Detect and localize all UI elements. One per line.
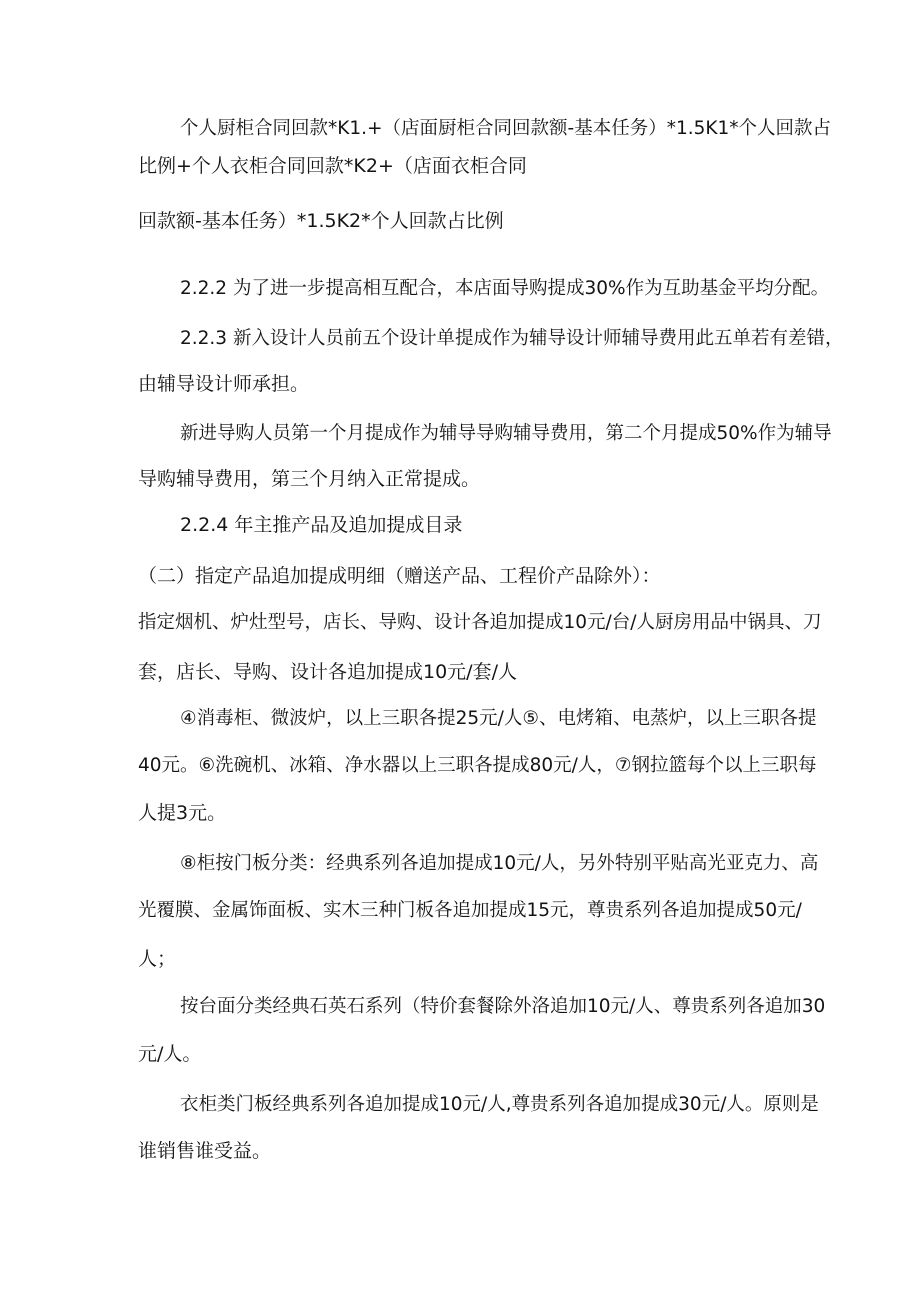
text-line: 谁销售谁受益。 — [138, 1140, 272, 1162]
text-line: 个人厨柜合同回款*K1.+（店面厨柜合同回款额-基本任务）*1.5K1*个人回款占 — [180, 118, 832, 139]
text-line: ④消毒柜、微波炉，以上三职各提25元/人⑤、电烤箱、电蒸炉，以上三职各提 — [180, 708, 817, 729]
text-line: 40元。⑥洗碗机、冰箱、净水器以上三职各提成80元/人，⑦钢拉篮每个以上三职每 — [138, 755, 817, 776]
text-line: 回款额-基本任务）*1.5K2*个人回款占比例 — [138, 210, 504, 232]
text-line: 新进导购人员第一个月提成作为辅导导购辅导费用，第二个月提成50%作为辅导 — [180, 423, 832, 444]
text-line: 指定烟机、炉灶型号，店长、导购、设计各追加提成10元/台/人厨房用品中锅具、刀 — [138, 612, 822, 633]
text-line: 元/人。 — [138, 1043, 202, 1065]
text-line: ⑧柜按门板分类：经典系列各追加提成10元/人，另外特别平贴高光亚克力、高 — [180, 853, 819, 874]
text-line: 2.2.2 为了进一步提高相互配合，本店面导购提成30%作为互助基金平均分配。 — [180, 278, 830, 299]
text-line: 衣柜类门板经典系列各追加提成10元/人,尊贵系列各追加提成30元/人。原则是 — [180, 1094, 819, 1115]
text-line: 按台面分类经典石英石系列（特价套餐除外洛追加10元/人、尊贵系列各追加30 — [180, 996, 826, 1017]
text-line: 套，店长、导购、设计各追加提成10元/套/人 — [138, 661, 517, 683]
section-heading: 2.2.4 年主推产品及追加提成目录 — [180, 514, 463, 536]
text-line: 由辅导设计师承担。 — [138, 373, 310, 395]
text-line: 2.2.3 新入设计人员前五个设计单提成作为辅导设计师辅导费用此五单若有差错， — [180, 328, 844, 349]
text-line: 光覆膜、金属饰面板、实木三种门板各追加提成15元，尊贵系列各追加提成50元/ — [138, 900, 802, 921]
text-line: 导购辅导费用，第三个月纳入正常提成。 — [138, 468, 481, 490]
text-line: 人； — [138, 948, 177, 970]
text-line: 人提3元。 — [138, 802, 227, 824]
subsection-heading: （二）指定产品追加提成明细（赠送产品、工程价产品除外）： — [138, 565, 661, 587]
text-line: 比例+个人衣柜合同回款*K2+（店面衣柜合同 — [138, 155, 527, 177]
